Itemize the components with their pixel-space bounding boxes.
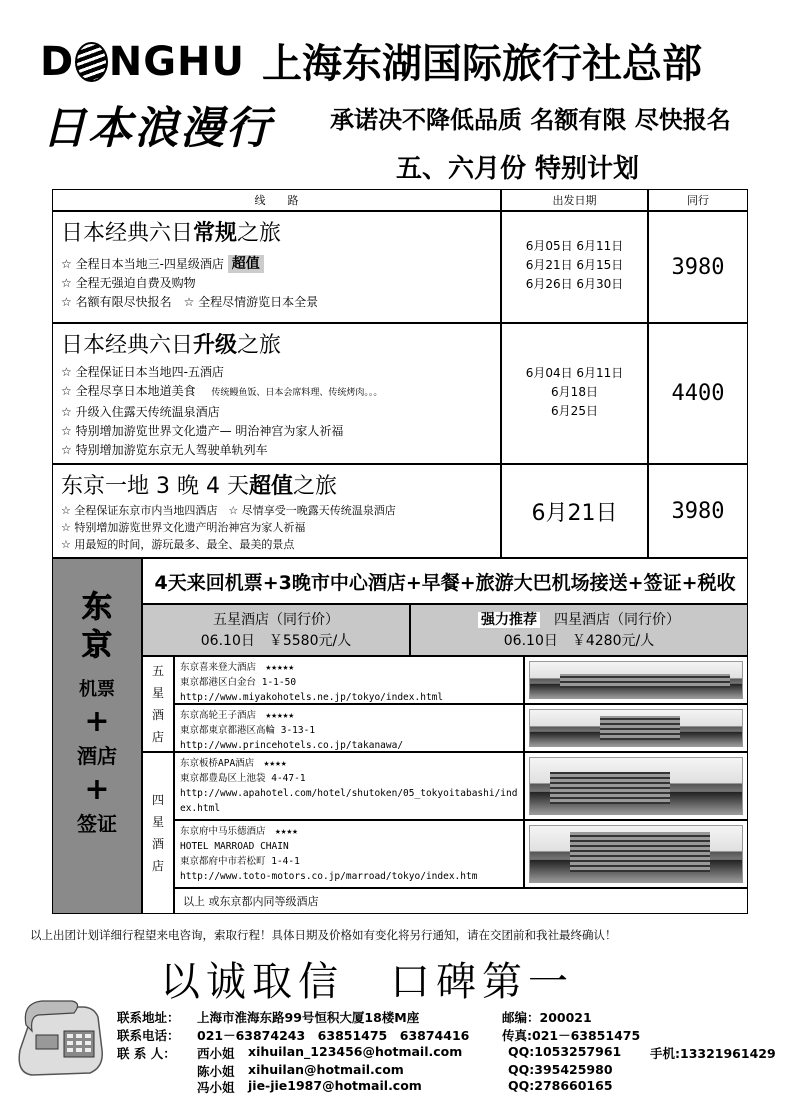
hotel-address: 東京都港区白金台 1-1-50	[180, 677, 297, 688]
date-line: 6月04日 6月11日	[525, 366, 624, 380]
side-item: 签证	[77, 812, 117, 836]
five-star-title: 五星酒店（同行价）	[213, 612, 339, 628]
route-price: 3980	[648, 211, 748, 323]
company-logo	[40, 38, 245, 86]
hotel-photo-cell	[524, 752, 748, 820]
date-line: 6月21日	[531, 500, 618, 526]
hotel-row	[174, 656, 524, 704]
hotel-url[interactable]: http://www.princehotels.co.jp/takanawa/	[180, 740, 404, 751]
hotel-photo	[529, 825, 743, 883]
date-line: 6月25日	[551, 404, 598, 418]
hotel-address: 東京都府中市若松町 1-4-1	[180, 856, 300, 867]
phone-label: 联系电话：	[117, 1028, 180, 1043]
five-star-date: 06.10日	[200, 633, 255, 649]
hotel-name: 东京板桥APA酒店 ★★★★	[180, 758, 287, 769]
package-summary: 4天来回机票+3晚市中心酒店+早餐+旅游大巴机场接送+签证+税收	[142, 558, 748, 604]
hotel-photo-cell	[524, 820, 748, 888]
col-price-header: 同行	[648, 189, 748, 211]
plan-title: 五、六月份 特别计划	[396, 154, 640, 184]
hotel-photo	[529, 709, 743, 747]
logo-right: NGHU	[108, 39, 245, 85]
side-city-char: 东	[82, 590, 112, 625]
side-item: 酒店	[77, 744, 117, 768]
hotel-photo	[529, 757, 743, 815]
side-city-char: 京	[82, 628, 112, 663]
hotel-name: 东京高轮王子酒店 ★★★★★	[180, 710, 295, 721]
address: 上海市淮海东路99号恒积大厦18楼M座	[197, 1010, 420, 1025]
hotel-url[interactable]: http://www.apahotel.com/hotel/shutoken/05_tokyoitabashi/ind	[180, 788, 518, 799]
route-feature: ☆ 全程尽享日本地道美食 传统鳗鱼饭、日本会席料理、传统烤肉。。。	[61, 384, 383, 398]
side-item: 机票	[79, 679, 115, 700]
route-feature: ☆ 全程保证东京市内当地四酒店 ☆ 尽情享受一晚露天传统温泉酒店	[61, 504, 396, 517]
contact-email[interactable]: xihuilan_123456@hotmail.com	[248, 1044, 463, 1059]
group-label-five-star: 五 星 酒 店	[142, 656, 174, 752]
contact-mobile: 手机:13321961429	[650, 1046, 776, 1061]
route-dates	[501, 211, 648, 323]
hotel-photo-cell	[524, 704, 748, 752]
contact-qq: QQ:278660165	[508, 1078, 613, 1093]
contact-name: 冯小姐	[197, 1080, 235, 1095]
food-note: 传统鳗鱼饭、日本会席料理、传统烤肉。。。	[211, 388, 383, 398]
hotel-extra: HOTEL MARROAD CHAIN	[180, 841, 289, 852]
hotel-row	[174, 820, 524, 888]
col-date-header: 出发日期	[501, 189, 648, 211]
route-title: 东京一地 3 晚 4 天超值之旅	[61, 474, 337, 499]
route-feature: ☆ 升级入住露天传统温泉酒店	[61, 405, 220, 419]
route-feature: ☆ 用最短的时间，游玩最多、最全、最美的景点	[61, 538, 295, 551]
page-title: 日本浪漫行	[42, 103, 272, 154]
logo-left: D	[40, 39, 75, 85]
route-price: 4400	[648, 323, 748, 464]
phones: 021－63874243 63851475 63874416	[197, 1028, 470, 1043]
telephone-icon	[12, 995, 107, 1080]
col-route-header: 线 路	[52, 189, 501, 211]
four-star-price: ￥4280元/人	[571, 633, 655, 649]
route-feature: ☆ 全程保证日本当地四-五酒店	[61, 365, 224, 379]
hotel-row	[174, 704, 524, 752]
contact-email[interactable]: jie-jie1987@hotmail.com	[248, 1078, 422, 1093]
route-price: 3980	[648, 464, 748, 558]
contact-name: 陈小姐	[197, 1064, 235, 1079]
contact-qq: QQ:395425980	[508, 1062, 613, 1077]
address-label: 联系地址：	[117, 1010, 180, 1025]
side-item: +	[84, 772, 110, 807]
route-feature: ☆ 特别增加游览世界文化遗产— 明治神宫为家人祈福	[61, 424, 344, 438]
tokyo-side-panel	[52, 558, 142, 914]
value-badge: 超值	[228, 255, 264, 273]
five-star-price: ￥5580元/人	[268, 633, 352, 649]
date-line: 6月26日 6月30日	[525, 277, 624, 291]
hotel-address: 東京都豊島区上池袋 4-47-1	[180, 773, 306, 784]
footer-note: 以上出团计划详细行程望来电咨询，索取行程！具体日期及价格如有变化将另行通知，请在交团前和我社最终确认！	[30, 928, 617, 942]
footer-motto: 以诚取信 口碑第一	[160, 959, 574, 1005]
slogan: 承诺决不降低品质 名额有限 尽快报名	[330, 106, 731, 134]
route-feature: ☆ 全程无强迫自费及购物	[61, 276, 196, 290]
hotel-url[interactable]: http://www.toto-motors.co.jp/marroad/tokyo/index.htm	[180, 871, 478, 882]
contact-name: 西小姐	[197, 1046, 235, 1061]
hotel-name: 东京喜来登大酒店 ★★★★★	[180, 662, 295, 673]
contact-qq: QQ:1053257961	[508, 1044, 622, 1059]
hotel-row	[174, 752, 524, 820]
contact-person-label: 联 系 人：	[117, 1046, 176, 1061]
postcode: 邮编：200021	[502, 1010, 592, 1025]
route-feature: ☆ 特别增加游览东京无人驾驶单轨列车	[61, 443, 268, 457]
hotel-photo	[529, 661, 743, 699]
four-star-price-box	[410, 604, 748, 656]
side-item: +	[84, 704, 110, 739]
route-title: 日本经典六日常规之旅	[61, 221, 282, 246]
four-star-title: 四星酒店（同行价）	[554, 612, 680, 628]
route-cell	[52, 464, 501, 558]
route-feature: ☆ 名额有限尽快报名 ☆ 全程尽情游览日本全景	[61, 295, 319, 309]
five-star-price-box	[142, 604, 410, 656]
route-feature: ☆ 特别增加游览世界文化遗产明治神宫为家人祈福	[61, 521, 306, 534]
hotel-url[interactable]: http://www.miyakohotels.ne.jp/tokyo/index.html	[180, 692, 444, 703]
hotel-photo-cell	[524, 656, 748, 704]
company-name: 上海东湖国际旅行社总部	[262, 41, 702, 87]
route-cell	[52, 323, 501, 464]
hotel-url-cont[interactable]: ex.html	[180, 803, 221, 814]
date-line: 6月21日 6月15日	[525, 258, 624, 272]
route-dates	[501, 323, 648, 464]
route-cell	[52, 211, 501, 323]
recommend-badge: 强力推荐	[478, 612, 540, 628]
four-star-date: 06.10日	[503, 633, 558, 649]
route-feature: ☆ 全程日本当地三-四星级酒店 超值	[61, 255, 492, 274]
route-dates	[501, 464, 648, 558]
date-line: 6月18日	[551, 385, 598, 399]
fax: 传真:021－63851475	[502, 1028, 641, 1043]
globe-icon	[75, 42, 108, 82]
hotel-address: 東京都東京都港区高輪 3-13-1	[180, 725, 316, 736]
contact-email[interactable]: xihuilan@hotmail.com	[248, 1062, 404, 1077]
group-label-four-star: 四 星 酒 店	[142, 752, 174, 914]
hotel-footer-row: 以上 或东京都内同等级酒店	[174, 888, 748, 914]
hotel-name: 东京府中马乐德酒店 ★★★★	[180, 826, 298, 837]
date-line: 6月05日 6月11日	[525, 239, 624, 253]
route-title: 日本经典六日升级之旅	[61, 333, 282, 358]
